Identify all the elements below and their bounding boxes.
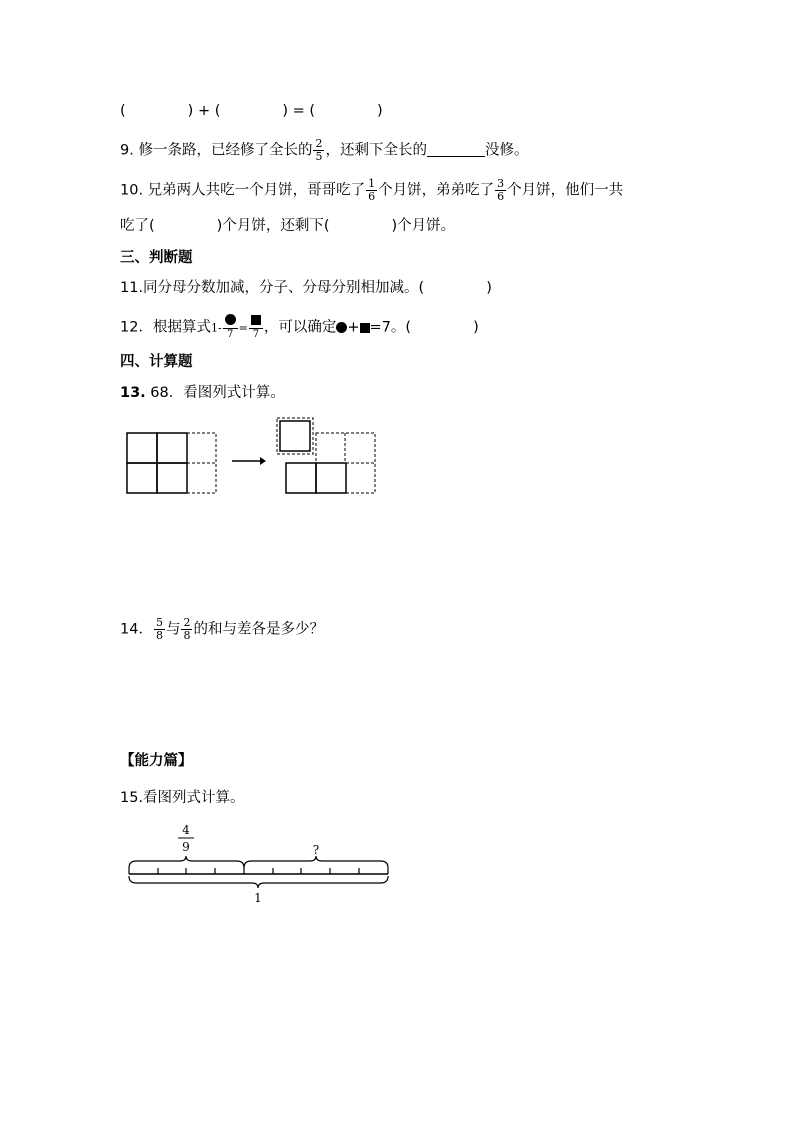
square-symbol-icon [360, 323, 370, 333]
q9-text-after: ，还剩下全长的 [325, 142, 427, 159]
brace-bottom [129, 876, 388, 888]
q10-line2-c: )个月饼。 [391, 218, 456, 234]
ability-section-title: 【能力篇】 [120, 753, 193, 769]
q13-grid-figure [120, 412, 390, 502]
q8-open-paren: ( [120, 103, 126, 119]
q15-label-total: 1 [254, 891, 262, 905]
q10-line2-a: 吃了( [120, 218, 155, 234]
q10-text-b: 个月饼，弟弟吃了 [378, 182, 495, 199]
q14-mid: 与 [165, 621, 181, 638]
q10-line2-b: )个月饼，还剩下( [216, 218, 330, 234]
question-9 [120, 138, 528, 163]
q12-close: ) [473, 319, 479, 336]
q11-text: 11.同分母分数加减，分子、分母分别相加减。( [120, 280, 425, 296]
q10-text-c: 个月饼，他们一共 [507, 182, 624, 199]
q14-fraction-1: $\frac{5}{8}$ [155, 616, 163, 642]
q8-equals: ) = ( [282, 103, 316, 119]
q12-fraction-square: 7 [249, 315, 263, 341]
q15-label-frac-den: 9 [182, 840, 190, 854]
q10-fraction-2: $\frac{3}{6}$ [497, 177, 505, 203]
question-14 [120, 617, 324, 642]
question-13 [120, 383, 285, 403]
q8-close-paren: ) [377, 103, 383, 119]
right-grid [277, 418, 375, 493]
question-10-line2 [120, 216, 455, 236]
q8-plus: ) + ( [187, 103, 221, 119]
q12-one: 1- [210, 321, 222, 335]
brace-top-right [244, 856, 388, 868]
left-grid [127, 433, 216, 493]
q12-eq: = [238, 321, 248, 335]
circle-symbol-icon [336, 322, 347, 333]
q15-label-question: ? [312, 843, 320, 857]
q9-answer-blank[interactable] [427, 142, 485, 157]
circle-symbol-icon [225, 314, 236, 325]
q12-text-b: ，可以确定 [263, 319, 337, 336]
q12-text-c: =7。( [369, 319, 412, 336]
q14-text-after: 的和与差各是多少？ [193, 621, 324, 638]
q14-number: 14． [120, 621, 153, 638]
q15-label-frac-num: 4 [182, 823, 190, 837]
q12-text-a: 12．根据算式 [120, 319, 211, 336]
q9-text-end: 没修。 [484, 142, 529, 159]
q10-fraction-1: $\frac{1}{6}$ [368, 177, 376, 203]
q8-answer-line [120, 101, 383, 121]
q9-number: 9. [120, 142, 134, 159]
arrow-right-icon [232, 457, 266, 465]
q9-text-before: 修一条路，已经修了全长的 [138, 142, 313, 159]
q12-fraction-circle: 7 [223, 314, 238, 341]
q12-plus: + [347, 319, 360, 336]
q13-text: 68．看图列式计算。 [150, 385, 285, 401]
square-symbol-icon [251, 315, 261, 325]
q13-number: 13. [120, 385, 146, 401]
section-3-title: 三、判断题 [120, 250, 193, 266]
q15-segment-diagram [120, 820, 400, 910]
question-11 [120, 278, 492, 298]
q14-fraction-2: $\frac{2}{8}$ [183, 616, 191, 642]
q10-text-a: 兄弟两人共吃一个月饼，哥哥吃了 [147, 182, 366, 199]
q9-fraction: $\frac{2}{5}$ [315, 137, 323, 163]
section-4-title: 四、计算题 [120, 354, 193, 370]
q11-close: ) [486, 280, 492, 296]
question-10-line1 [120, 178, 623, 203]
question-15: 15.看图列式计算。 [120, 790, 245, 806]
q15-tick-marks [129, 868, 388, 874]
q10-number: 10. [120, 182, 144, 199]
question-12 [120, 314, 479, 341]
brace-top-left [129, 856, 244, 868]
